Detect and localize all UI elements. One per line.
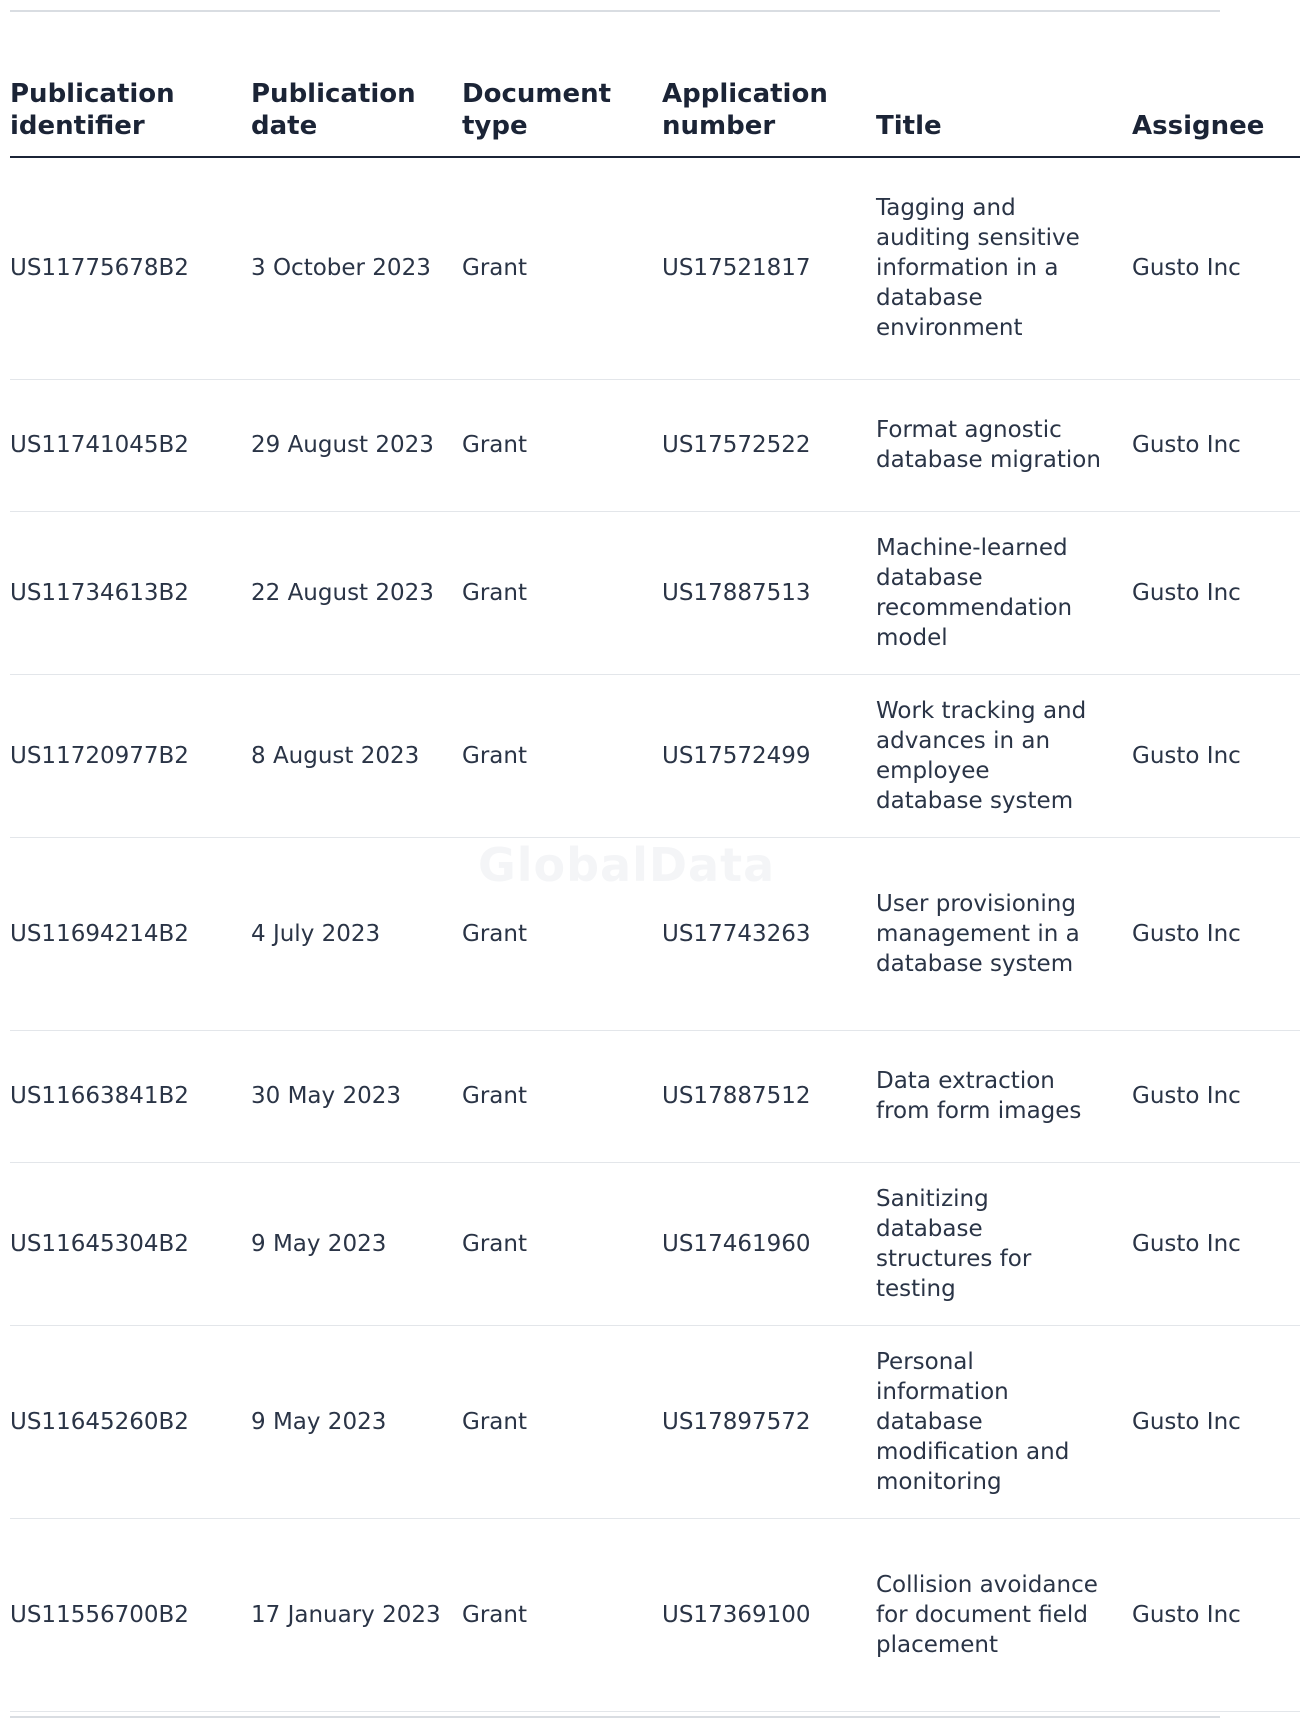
cell-document-type: Grant bbox=[462, 1518, 662, 1711]
cell-assignee: Gusto Inc bbox=[1132, 511, 1300, 674]
cell-application-number: US17572499 bbox=[662, 674, 876, 837]
cell-assignee: Gusto Inc bbox=[1132, 379, 1300, 511]
cell-document-type: Grant bbox=[462, 379, 662, 511]
cell-assignee: Gusto Inc bbox=[1132, 1162, 1300, 1325]
cell-publication-date: 9 May 2023 bbox=[251, 1325, 462, 1518]
cell-document-type: Grant bbox=[462, 157, 662, 379]
cell-document-type: Grant bbox=[462, 1325, 662, 1518]
cell-document-type: Grant bbox=[462, 837, 662, 1030]
cell-document-type: Grant bbox=[462, 1030, 662, 1162]
cell-title: Machine-learned database recommendation model bbox=[876, 511, 1132, 674]
table-row bbox=[10, 674, 1300, 837]
cell-publication-identifier: US11645304B2 bbox=[10, 1162, 251, 1325]
table-row bbox=[10, 1325, 1300, 1518]
cell-assignee: Gusto Inc bbox=[1132, 157, 1300, 379]
cell-assignee: Gusto Inc bbox=[1132, 1030, 1300, 1162]
table-row bbox=[10, 1030, 1300, 1162]
header-title: Title bbox=[876, 74, 1132, 157]
cell-application-number: US17743263 bbox=[662, 837, 876, 1030]
cell-publication-identifier: US11734613B2 bbox=[10, 511, 251, 674]
cell-publication-date: 4 July 2023 bbox=[251, 837, 462, 1030]
table-row bbox=[10, 379, 1300, 511]
cell-application-number: US17887513 bbox=[662, 511, 876, 674]
cell-application-number: US17887512 bbox=[662, 1030, 876, 1162]
cell-application-number: US17897572 bbox=[662, 1325, 876, 1518]
patents-table-container bbox=[10, 0, 1265, 1722]
cell-publication-identifier: US11741045B2 bbox=[10, 379, 251, 511]
table-row bbox=[10, 1518, 1300, 1711]
header-document-type: Document type bbox=[462, 74, 662, 157]
bottom-divider bbox=[10, 1716, 1220, 1718]
cell-title: Personal information database modification and monitoring bbox=[876, 1325, 1132, 1518]
cell-publication-identifier: US11775678B2 bbox=[10, 157, 251, 379]
cell-application-number: US17461960 bbox=[662, 1162, 876, 1325]
cell-assignee: Gusto Inc bbox=[1132, 1518, 1300, 1711]
cell-application-number: US17521817 bbox=[662, 157, 876, 379]
cell-assignee: Gusto Inc bbox=[1132, 674, 1300, 837]
patents-table bbox=[10, 74, 1300, 1712]
cell-publication-date: 9 May 2023 bbox=[251, 1162, 462, 1325]
watermark-logo: GlobalData bbox=[478, 838, 776, 892]
header-publication-identifier: Publication identifier bbox=[10, 74, 251, 157]
table-header-row bbox=[10, 74, 1300, 157]
cell-document-type: Grant bbox=[462, 674, 662, 837]
cell-publication-date: 3 October 2023 bbox=[251, 157, 462, 379]
cell-title: Format agnostic database migration bbox=[876, 379, 1132, 511]
table-row bbox=[10, 157, 1300, 379]
cell-title: Tagging and auditing sensitive information in a database environment bbox=[876, 157, 1132, 379]
cell-publication-date: 22 August 2023 bbox=[251, 511, 462, 674]
cell-title: Sanitizing database structures for testing bbox=[876, 1162, 1132, 1325]
cell-publication-identifier: US11663841B2 bbox=[10, 1030, 251, 1162]
header-assignee: Assignee bbox=[1132, 74, 1300, 157]
table-row bbox=[10, 1162, 1300, 1325]
table-row bbox=[10, 837, 1300, 1030]
cell-publication-date: 30 May 2023 bbox=[251, 1030, 462, 1162]
cell-application-number: US17369100 bbox=[662, 1518, 876, 1711]
cell-document-type: Grant bbox=[462, 1162, 662, 1325]
cell-title: Data extraction from form images bbox=[876, 1030, 1132, 1162]
cell-title: Work tracking and advances in an employee database system bbox=[876, 674, 1132, 837]
header-application-number: Application number bbox=[662, 74, 876, 157]
cell-title: Collision avoidance for document field placement bbox=[876, 1518, 1132, 1711]
cell-document-type: Grant bbox=[462, 511, 662, 674]
table-row bbox=[10, 511, 1300, 674]
cell-publication-identifier: US11556700B2 bbox=[10, 1518, 251, 1711]
cell-assignee: Gusto Inc bbox=[1132, 837, 1300, 1030]
cell-title: User provisioning management in a database system bbox=[876, 837, 1132, 1030]
cell-publication-identifier: US11694214B2 bbox=[10, 837, 251, 1030]
cell-publication-date: 29 August 2023 bbox=[251, 379, 462, 511]
cell-publication-identifier: US11645260B2 bbox=[10, 1325, 251, 1518]
cell-publication-date: 17 January 2023 bbox=[251, 1518, 462, 1711]
cell-application-number: US17572522 bbox=[662, 379, 876, 511]
cell-publication-date: 8 August 2023 bbox=[251, 674, 462, 837]
cell-assignee: Gusto Inc bbox=[1132, 1325, 1300, 1518]
cell-publication-identifier: US11720977B2 bbox=[10, 674, 251, 837]
header-publication-date: Publication date bbox=[251, 74, 462, 157]
